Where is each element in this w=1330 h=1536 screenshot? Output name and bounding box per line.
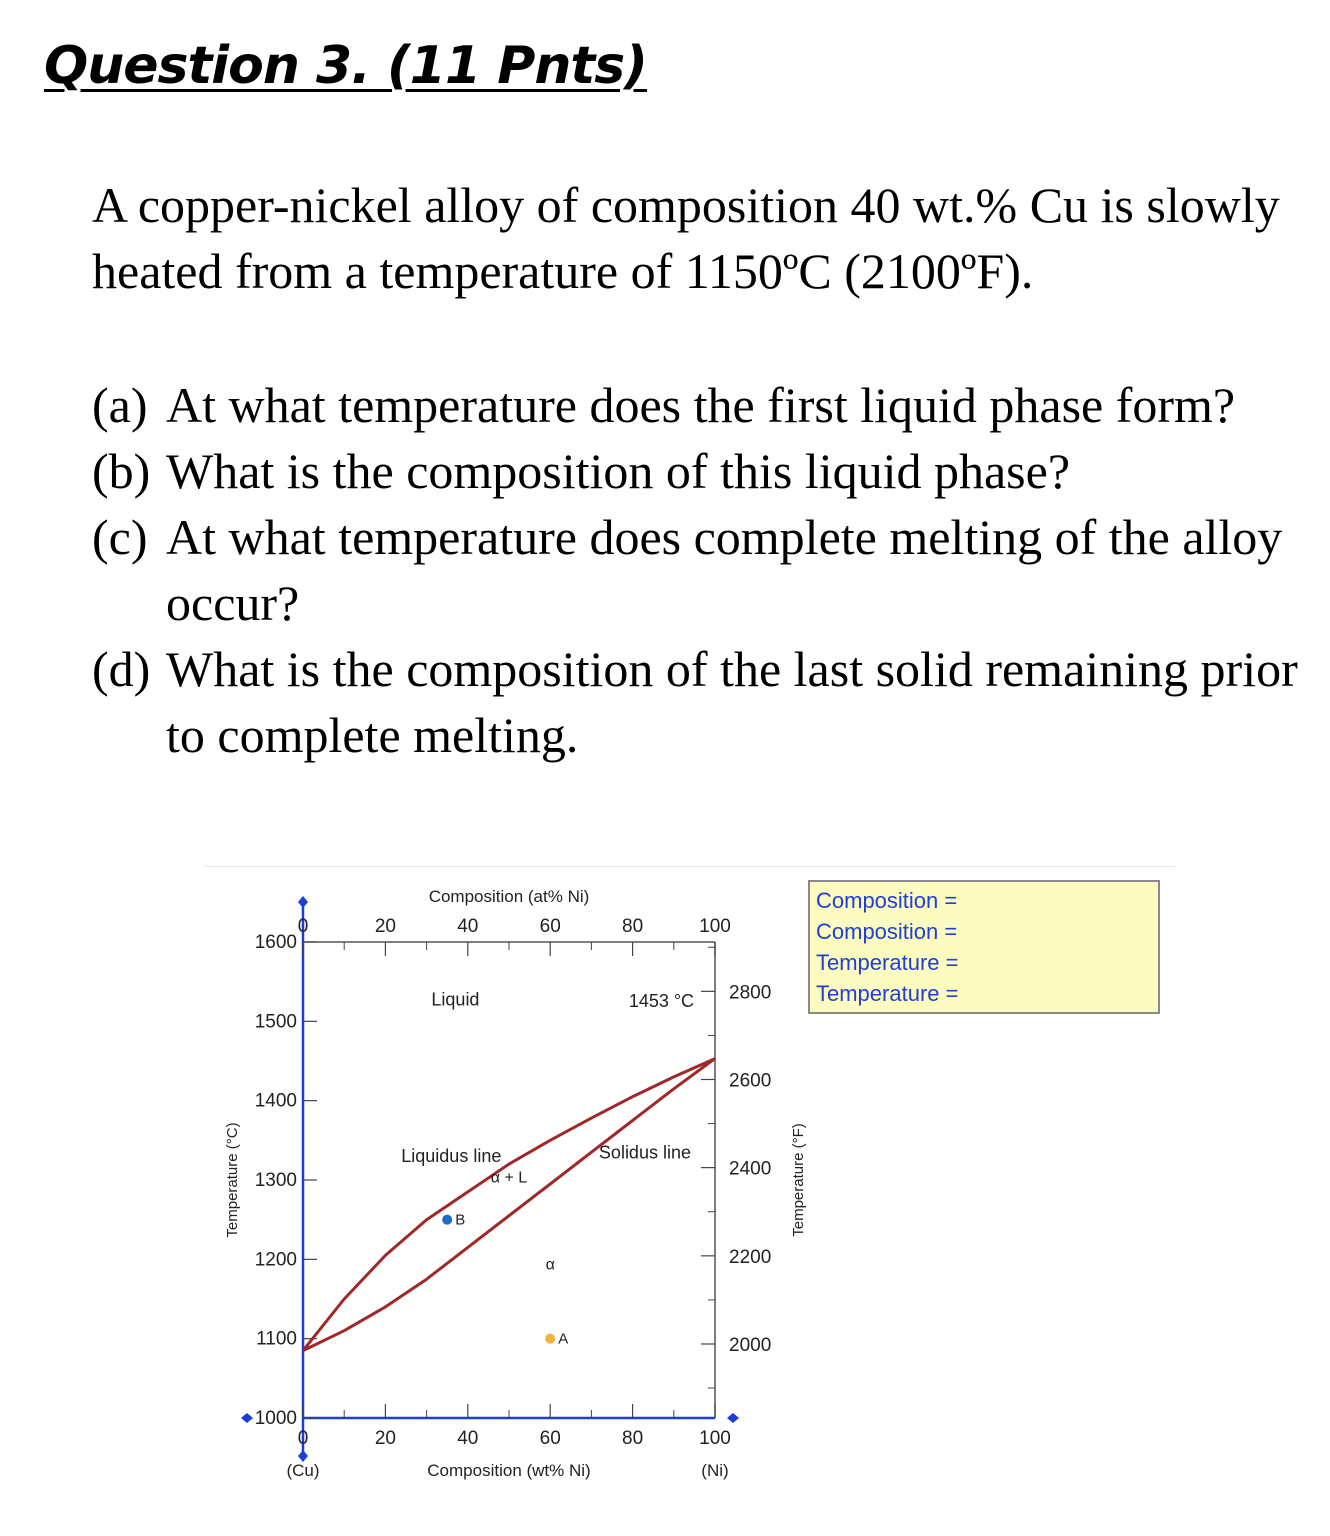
part-label: (d) xyxy=(92,641,151,697)
annotation-line: Temperature = xyxy=(816,950,959,975)
x-top-tick-label: 0 xyxy=(297,916,309,937)
region-label: Solidus line xyxy=(598,1142,691,1163)
question-title: Question 3. (11 Pnts) xyxy=(44,36,647,96)
y-right-tick-label: 2600 xyxy=(729,1070,772,1092)
x-top-tick-label: 20 xyxy=(374,916,396,937)
x-tick-label: 0 xyxy=(297,1428,309,1449)
axis-handle-left xyxy=(241,1413,253,1423)
y-right-axis-title: Temperature (°F) xyxy=(790,1123,807,1237)
annotation-line: Composition = xyxy=(816,888,958,913)
x-axis-title: Composition (wt% Ni) xyxy=(427,1461,591,1480)
state-point-label: A xyxy=(558,1330,569,1348)
part-label: (c) xyxy=(92,509,148,565)
region-label: α xyxy=(545,1256,555,1274)
y-right-tick-label: 2800 xyxy=(729,982,772,1004)
question-list xyxy=(92,372,1307,768)
x-tick-label: 100 xyxy=(699,1428,731,1449)
question-part-b xyxy=(92,438,1307,504)
region-label: Liquidus line xyxy=(401,1145,502,1166)
x-tick-label: 60 xyxy=(539,1428,561,1449)
annotation-line: Composition = xyxy=(816,919,958,944)
figure-divider xyxy=(205,866,1175,867)
state-point-a xyxy=(545,1334,555,1344)
annotation-line: Temperature = xyxy=(816,981,959,1006)
phase-diagram-figure xyxy=(205,866,1175,1506)
y-right-tick-label: 2000 xyxy=(729,1334,772,1356)
y-tick-label: 1000 xyxy=(254,1408,297,1429)
y-tick-label: 1100 xyxy=(256,1328,297,1350)
part-text: At what temperature does complete melting of the alloy occur? xyxy=(166,509,1283,631)
x-top-axis-title: Composition (at% Ni) xyxy=(428,887,590,906)
annotation-box xyxy=(808,880,1160,1014)
x-top-tick-label: 80 xyxy=(622,916,644,937)
problem-statement: A copper-nickel alloy of composition 40 wt.% Cu is slowly heated from a temperature of 1150ºC (2100ºF). xyxy=(92,177,1280,299)
axis-handle-right xyxy=(727,1413,739,1423)
part-text: What is the composition of this liquid phase? xyxy=(166,443,1071,499)
region-label: Liquid xyxy=(431,989,480,1010)
part-text: At what temperature does the first liquid phase form? xyxy=(166,377,1236,433)
x-top-tick-label: 100 xyxy=(699,916,731,937)
axis-handle-top xyxy=(298,896,308,908)
y-tick-label: 1200 xyxy=(254,1249,297,1271)
x-top-tick-label: 60 xyxy=(539,916,561,937)
y-tick-label: 1300 xyxy=(254,1170,297,1191)
phase-diagram-chart xyxy=(205,866,805,1506)
region-label: 1453 °C xyxy=(628,991,695,1012)
y-tick-label: 1400 xyxy=(254,1090,297,1112)
y-tick-label: 1600 xyxy=(254,932,297,953)
y-tick-label: 1500 xyxy=(254,1011,297,1033)
x-tick-label: 40 xyxy=(457,1428,479,1449)
liquidus-line-curve xyxy=(303,1059,715,1351)
x-end-label-cu: (Cu) xyxy=(286,1461,320,1480)
y-right-tick-label: 2200 xyxy=(729,1246,772,1268)
state-point-b xyxy=(442,1215,452,1225)
part-text: What is the composition of the last solid remaining prior to complete melting. xyxy=(166,641,1298,763)
part-label: (a) xyxy=(92,377,148,433)
x-tick-label: 80 xyxy=(622,1428,644,1449)
question-part-d xyxy=(92,636,1307,768)
question-part-a xyxy=(92,372,1307,438)
part-label: (b) xyxy=(92,443,151,499)
y-right-tick-label: 2400 xyxy=(729,1158,772,1180)
x-tick-label: 20 xyxy=(374,1428,396,1449)
question-part-c xyxy=(92,504,1307,636)
y-axis-title: Temperature (°C) xyxy=(224,1122,241,1238)
state-point-label: B xyxy=(455,1211,466,1229)
solidus-line-curve xyxy=(303,1059,715,1351)
x-end-label-ni: (Ni) xyxy=(701,1461,729,1480)
x-top-tick-label: 40 xyxy=(457,916,479,937)
region-label: α + L xyxy=(490,1169,528,1187)
